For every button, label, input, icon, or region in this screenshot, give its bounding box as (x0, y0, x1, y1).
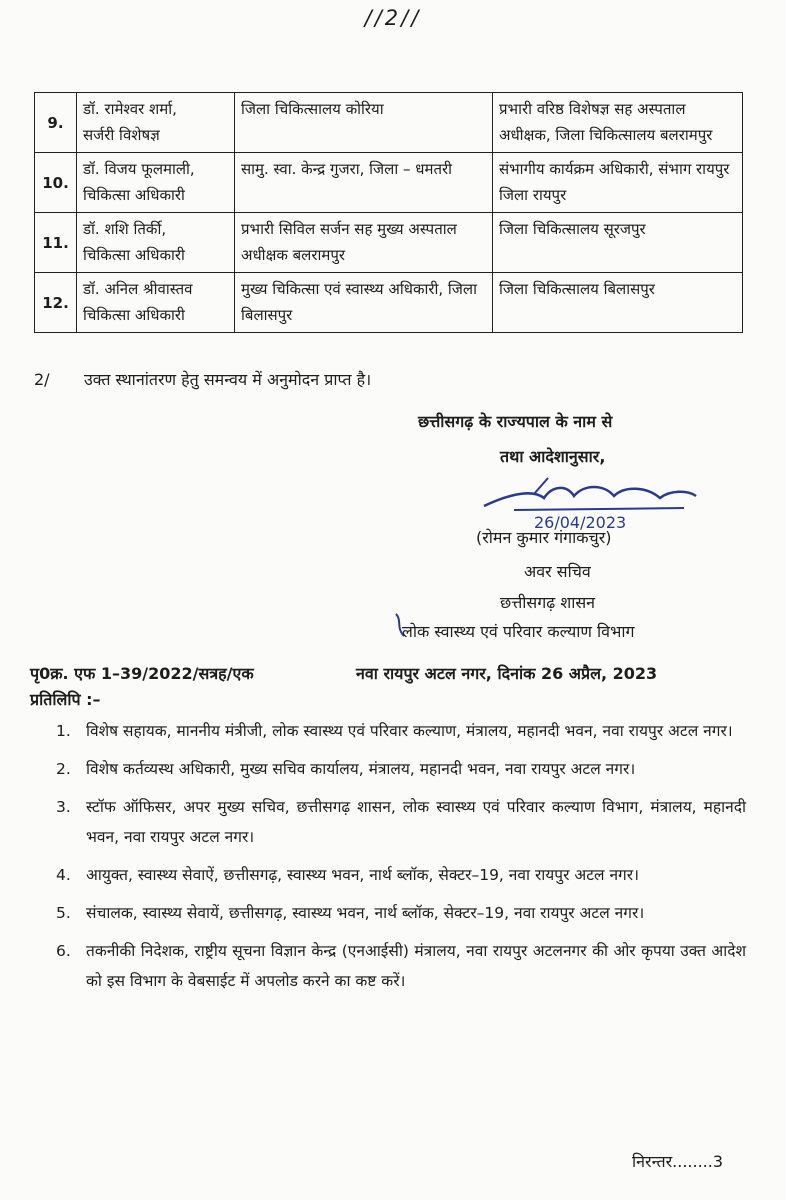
serial-number: 9. (35, 93, 77, 153)
officer-cell (77, 213, 235, 273)
signature-line-order: तथा आदेशानुसार, (500, 447, 606, 466)
copy-text: स्टॉफ ऑफिसर, अपर मुख्य सचिव, छत्तीसगढ़ शासन, लोक स्वास्थ्य एवं परिवार कल्याण विभाग, मंत्रालय, महानदी भवन, नवा रायपुर अटल नगर। (86, 798, 746, 846)
new-posting: प्रभारी वरिष्ठ विशेषज्ञ सह अस्पताल अधीक्षक, जिला चिकित्सालय बलरामपुर (493, 93, 743, 153)
officer-cell (77, 153, 235, 213)
current-posting: प्रभारी सिविल सर्जन सह मुख्य अस्पताल अधीक्षक बलरामपुर (235, 213, 493, 273)
table-row (35, 93, 743, 153)
table-row (35, 153, 743, 213)
list-item (56, 936, 746, 996)
copy-text: संचालक, स्वास्थ्य सेवायें, छत्तीसगढ़, स्वास्थ्य भवन, नार्थ ब्लॉक, सेक्टर–19, नवा रायपुर अटल नगर। (86, 904, 645, 922)
transfer-table (34, 92, 743, 333)
officer-name: डॉ. विजय फूलमाली, (83, 160, 195, 178)
signatory-name: (रोमन कुमार गंगाकचुर) (476, 528, 612, 547)
signatory-government: छत्तीसगढ़ शासन (500, 593, 596, 612)
signature-line-governor: छत्तीसगढ़ के राज्यपाल के नाम से (418, 412, 613, 431)
signature-date: 26/04/2023 (534, 513, 627, 532)
copy-number: 5. (56, 904, 71, 922)
list-item (56, 754, 746, 784)
reference-line (30, 662, 750, 684)
new-posting: जिला चिकित्सालय सूरजपुर (493, 213, 743, 273)
serial-number: 12. (35, 273, 77, 333)
officer-post: चिकित्सा अधिकारी (83, 306, 185, 324)
copy-number: 6. (56, 942, 71, 960)
officer-name: डॉ. रामेश्वर शर्मा, (83, 100, 177, 118)
paragraph-text: उक्त स्थानांतरण हेतु समन्वय में अनुमोदन प्राप्त है। (84, 370, 372, 389)
new-posting: जिला चिकित्सालय बिलासपुर (493, 273, 743, 333)
paragraph-number: 2/ (34, 370, 50, 389)
new-posting: संभागीय कार्यक्रम अधिकारी, संभाग रायपुर जिला रायपुर (493, 153, 743, 213)
copy-text: आयुक्त, स्वास्थ्य सेवाऐं, छत्तीसगढ़, स्वास्थ्य भवन, नार्थ ब्लॉक, सेक्टर–19, नवा रायपुर अटल नगर। (86, 866, 639, 884)
list-item (56, 792, 746, 852)
copy-text: विशेष कर्तव्यस्थ अधिकारी, मुख्य सचिव कार्यालय, मंत्रालय, महानदी भवन, नवा रायपुर अटल नगर। (86, 760, 636, 778)
table-row (35, 273, 743, 333)
reference-place-date: नवा रायपुर अटल नगर, दिनांक 26 अप्रैल, 2023 (356, 664, 658, 683)
list-item (56, 860, 746, 890)
officer-name: डॉ. शशि तिर्की, (83, 220, 167, 238)
copy-number: 4. (56, 866, 71, 884)
copy-text: तकनीकी निदेशक, राष्ट्रीय सूचना विज्ञान केन्द्र (एनआईसी) मंत्रालय, नवा रायपुर अटलनगर की ओर कृपया उक्त आदेश को इस विभाग के वेबसाईट में अपलोड करने का कष्ट करें। (86, 942, 746, 990)
reference-number: पृ0क्र. एफ 1–39/2022/सत्रह/एक (30, 664, 254, 683)
copy-number: 3. (56, 798, 71, 816)
serial-number: 11. (35, 213, 77, 273)
copy-text: विशेष सहायक, माननीय मंत्रीजी, लोक स्वास्थ्य एवं परिवार कल्याण, मंत्रालय, महानदी भवन, नवा रायपुर अटल नगर। (86, 722, 733, 740)
officer-cell (77, 273, 235, 333)
handwritten-signature (474, 472, 704, 532)
current-posting: मुख्य चिकित्सा एवं स्वास्थ्य अधिकारी, जिला बिलासपुर (235, 273, 493, 333)
page-number: //2// (364, 6, 422, 30)
paragraph-2 (34, 368, 371, 390)
officer-post: चिकित्सा अधिकारी (83, 246, 185, 264)
current-posting: जिला चिकित्सालय कोरिया (235, 93, 493, 153)
copy-number: 2. (56, 760, 71, 778)
current-posting: सामु. स्वा. केन्द्र गुजरा, जिला – धमतरी (235, 153, 493, 213)
copy-number: 1. (56, 722, 71, 740)
officer-post: सर्जरी विशेषज्ञ (83, 126, 160, 144)
officer-name: डॉ. अनिल श्रीवास्तव (83, 280, 193, 298)
officer-post: चिकित्सा अधिकारी (83, 186, 185, 204)
continued-note: निरन्तर........3 (632, 1152, 724, 1171)
copy-list (56, 716, 746, 1004)
list-item (56, 898, 746, 928)
copy-to-label: प्रतिलिपि :– (30, 690, 101, 709)
signatory-department: लोक स्वास्थ्य एवं परिवार कल्याण विभाग (402, 622, 635, 641)
list-item (56, 716, 746, 746)
serial-number: 10. (35, 153, 77, 213)
officer-cell (77, 93, 235, 153)
signatory-designation: अवर सचिव (524, 562, 591, 581)
table-row (35, 213, 743, 273)
